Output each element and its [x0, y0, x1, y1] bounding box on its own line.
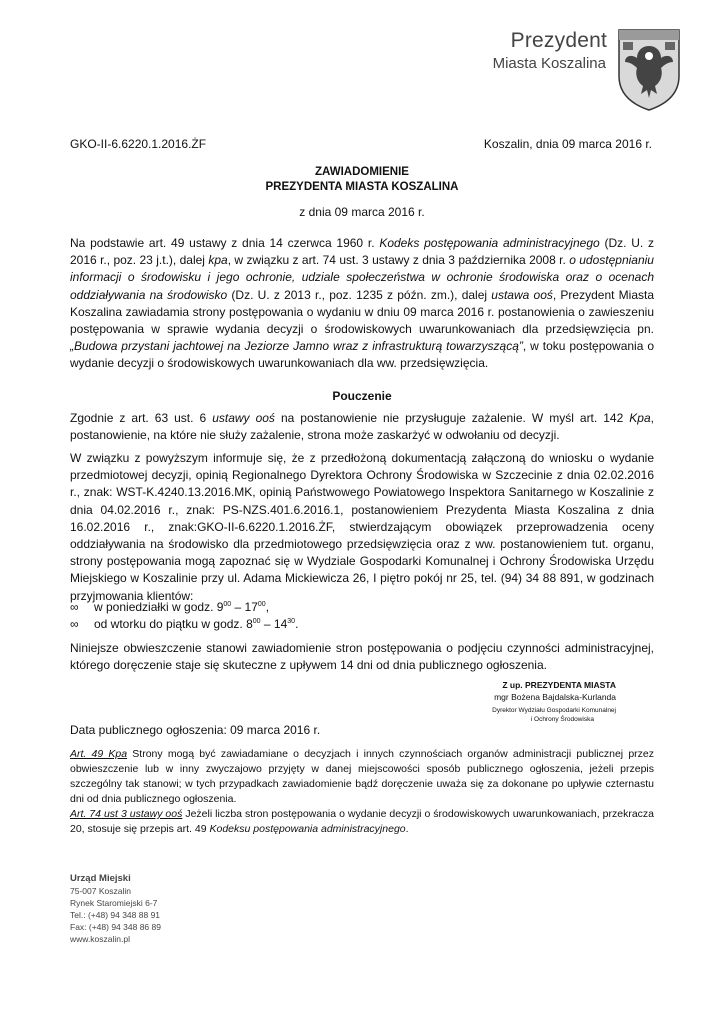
paragraph-documentation: W związku z powyższym informuje się, że z przedłożoną dokumentacją załączoną do wniosku o wydanie przedmiotowej decyzji, opinią Regionalnego Dyrektora Ochrony Środowiska w Szczecinie z dnia 02.02.2016 r., znak: WST-K.4240.13.2016.MK, opinią Państwowego Powiatowego Inspektora Sanitarnego w Koszalinie z dnia 04.02.2016 r., znak: PS-NZS.401.6.2016.1, postanowieniem Prezydenta Miasta Koszalina z dnia 16.02.2016 r., znak:GKO-II-6.6220.1.2016.ŻF, stwierdzającym obowiązek przeprowadzenia oceny oddziaływania na środowisko dla przedmiotowego przedsięwzięcia oraz z ww. postanowieniem tut. organu, strony postępowania mogą zapoznać się w Wydziale Gospodarki Komunalnej i Ochrony Środowiska Urzędu Miejskiego w Koszalinie przy ul. Adama Mickiewicza 26, I piętro pokój nr 25, tel. (94) 34 88 891, w godzinach przyjmowania klientów:: [70, 451, 654, 603]
signature-role: Dyrektor Wydziału Gospodarki Komunalnej: [492, 707, 616, 714]
list-item: ∞ w poniedziałki w godz. $9^{00} - 17^{00}$,: [70, 600, 270, 614]
paragraph-main: Na podstawie art. 49 ustawy z dnia 14 czerwca 1960 r. Kodeks postępowania administracyjnego (Dz. U. z 2016 r., poz. 23 j.t.), dalej kpa, w związku z art. 74 ust. 3 ustawy z dnia 3 października 2008 r. o udostępnianiu informacji o środowisku i jego ochronie, udziale społeczeństwa w ochronie środowiska oraz o ocenach oddziaływania na środowisko (Dz. U. z 2013 r., poz. 1235 z późn. zm.), dalej ustawa ooś, Prezydent Miasta Koszalina zawiadamia strony postępowania o wydaniu w dniu 09 marca 2016 r. postanowienia o zawieszeniu postępowania w sprawie wydania decyzji o środowiskowych uwarunkowaniach dla przedsięwzięcia pn. „Budowa przystani jachtowej na Jeziorze Jamno wraz z infrastrukturą towarzyszącą”, w toku postępowania o wydanie decyzji o środowiskowych uwarunkowaniach dla ww. przedsięwzięcia.: [70, 236, 655, 371]
signature-block: [460, 679, 616, 724]
footer-website[interactable]: www.koszalin.pl: [70, 934, 130, 944]
signature-role-cont: i Ochrony Środowiska: [530, 716, 594, 723]
footer-street: Rynek Staromiejski 6-7: [70, 898, 158, 908]
footer-org: Urząd Miejski: [70, 873, 131, 884]
list-item: ∞ od wtorku do piątku w godz. $8^{00} - 14^{30}$.: [70, 617, 299, 631]
signature-line1: Z up. PREZYDENTA MIASTA: [502, 680, 616, 690]
footer-phone: Tel.: (+48) 94 348 88 91: [70, 910, 161, 920]
document-reference: GKO-II-6.6220.1.2016.ŻF: [70, 137, 207, 151]
bullet-infinity-icon: ∞: [70, 600, 79, 614]
place-date: Koszalin, dnia 09 marca 2016 r.: [483, 137, 652, 151]
footnote-art49: Art. 49 Kpa Strony mogą być zawiadamiane o decyzjach i innych czynnościach organów administracji publicznej przez obwieszczenie lub w inny zwyczajowo przyjęty w danej miejscowości sposób publicznego ogłoszenia, jeżeli przepis szczególny tak stanowi; w tych przypadkach zawiadomienie bądź doręczenie uważa się za dokonane po upływie czternastu dni od dnia publicznego ogłoszenia.: [70, 748, 654, 805]
office-footer: [70, 873, 161, 945]
bullet-infinity-icon: ∞: [70, 617, 79, 631]
koszalin-crest-icon: [617, 28, 681, 112]
paragraph-notice: Niniejsze obwieszczenie stanowi zawiadomienie stron postępowania o podjęciu czynności administracyjnej, którego doręczenie staje się skuteczne z upływem 14 dni od dnia publicznego ogłoszenia.: [70, 641, 654, 673]
footer-postal: 75-007 Koszalin: [70, 886, 131, 896]
header-subtitle: Miasta Koszalina: [492, 55, 606, 72]
heading-line2: PREZYDENTA MIASTA KOSZALINA: [265, 181, 459, 193]
publication-date: Data publicznego ogłoszenia: 09 marca 2016 r.: [70, 723, 321, 737]
paragraph-pouczenie: Zgodnie z art. 63 ust. 6 ustawy ooś na postanowienie nie przysługuje zażalenie. W myśl art. 142 Kpa, postanowienie, na które nie służy zażalenie, strona może zaskarżyć w odwołaniu od decyzji.: [70, 411, 654, 443]
signature-name: mgr Bożena Bajdalska-Kurlanda: [494, 692, 616, 702]
header-title: Prezydent: [510, 29, 607, 52]
footnote-art74: Art. 74 ust 3 ustawy ooś Jeżeli liczba stron postępowania o wydanie decyzji o środowiskowych uwarunkowaniach, przekracza 20, stosuje się przepis art. 49 Kodeksu postępowania administracyjnego.: [70, 808, 654, 835]
office-hours-list: [70, 599, 654, 633]
heading-line1: ZAWIADOMIENIE: [315, 166, 409, 178]
section-title-pouczenie: Pouczenie: [332, 389, 392, 403]
footer-fax: Fax: (+48) 94 348 86 89: [70, 922, 161, 932]
heading-date: z dnia 09 marca 2016 r.: [299, 205, 425, 219]
